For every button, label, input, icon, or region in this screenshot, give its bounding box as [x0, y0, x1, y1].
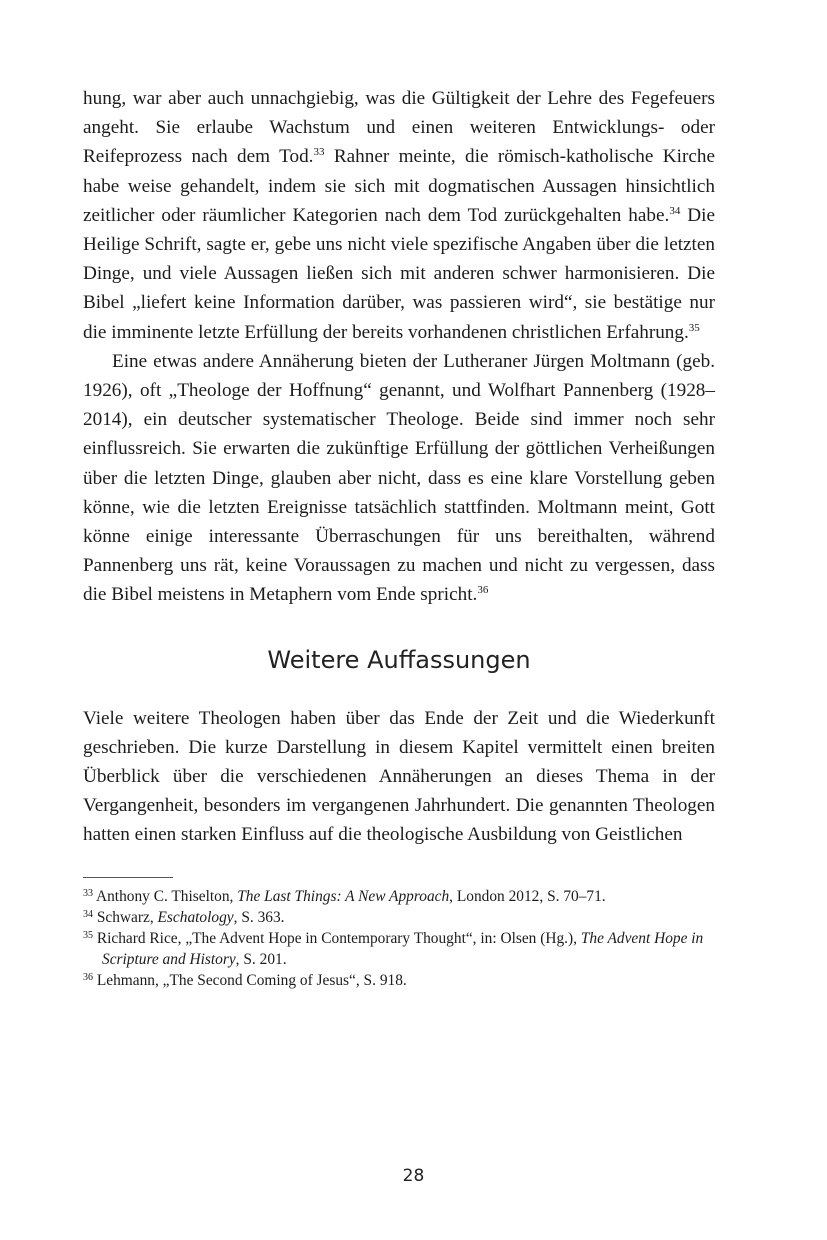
- text-run: Anthony C. Thiselton,: [93, 887, 238, 905]
- footnote-ref: 36: [477, 584, 489, 597]
- text-run: Schwarz,: [93, 908, 158, 926]
- footnote-ref: 34: [83, 908, 93, 920]
- italic-title: Eschatology: [157, 908, 234, 926]
- footnotes: [83, 886, 715, 992]
- text-run: , London 2012, S. 70–71.: [449, 887, 606, 905]
- text-run: Die Heilige Schrift, sagte er, gebe uns nicht viele spezifische Angaben über die letzten Dinge, und viele Aussagen ließen sich mit anderen schwer harmonisieren. Die Bibel „liefert keine Information darüber, was passieren wird“, sie bestätige nur die imminente letzte Erfüllung der bereits vorhandenen christlichen Erfahrung.: [83, 204, 715, 343]
- italic-title: The Last Things: A New Approach: [237, 887, 450, 905]
- footnote-ref: 35: [83, 930, 93, 942]
- footnote-separator: [83, 877, 173, 878]
- italic-title: The Advent Hope in Scripture and History: [102, 930, 704, 969]
- footnote-ref: 33: [313, 146, 325, 159]
- footnote-ref: 36: [83, 972, 93, 984]
- body-paragraph-2: [83, 347, 715, 610]
- page-body: [83, 84, 715, 992]
- footnote-ref: 34: [669, 204, 681, 217]
- footnote-ref: 35: [688, 321, 700, 334]
- footnote-36: [83, 970, 715, 991]
- text-run: Eine etwas andere Annäherung bieten der Lutheraner Jürgen Moltmann (geb. 1926), oft „Theologe der Hoffnung“ genannt, und Wolfhart Pannenberg (1928–2014), ein deutscher systematischer Theologe. Beide sind immer noch sehr einflussreich. Sie erwarten die zukünftige Erfüllung der göttlichen Verheißungen über die letzten Dinge, glauben aber nicht, dass es eine klare Vorstellung geben könne, wie die letzten Ereignisse tatsächlich stattfinden. Moltmann meint, Gott könne einige interessante Überraschungen für uns bereithalten, während Pannenberg uns rät, keine Voraussagen zu machen und nicht zu vergessen, dass die Bibel meistens in Metaphern vom Ende spricht.: [83, 350, 715, 606]
- footnote-34: [83, 907, 715, 928]
- section-paragraph: Viele weitere Theologen haben über das Ende der Zeit und die Wiederkunft geschrieben. Die kurze Darstellung in diesem Kapitel vermittelt einen breiten Überblick über die verschiedenen Annäherungen an dieses Thema in der Vergangenheit, besonders im vergangenen Jahrhundert. Die genannten Theologen hatten einen starken Einfluss auf die theologische Ausbildung von Geistlichen: [83, 707, 715, 846]
- text-run: , S. 201.: [235, 951, 287, 969]
- footnote-ref: 33: [83, 887, 93, 899]
- footnote-35: [83, 928, 715, 970]
- page-number: 28: [402, 1166, 425, 1186]
- footnote-33: [83, 886, 715, 907]
- text-run: Rahner meinte, die römisch-katholische Kirche habe weise gehandelt, indem sie sich mit dogmatischen Aussagen hinsichtlich zeitlicher oder räumlicher Kategorien nach dem Tod zurückgehalten habe.: [83, 146, 715, 226]
- body-paragraph-1: [83, 84, 715, 347]
- text-run: Lehmann, „The Second Coming of Jesus“, S. 918.: [93, 972, 407, 990]
- section-heading: Weitere Auffassungen: [267, 645, 531, 674]
- text-run: hung, war aber auch unnachgiebig, was die Gültigkeit der Lehre des Fegefeuers angeht. Sie erlaube Wachstum und einen weiteren Entwicklungs- oder Reifeprozess nach dem Tod.: [83, 88, 715, 168]
- text-run: Richard Rice, „The Advent Hope in Contemporary Thought“, in: Olsen (Hg.),: [93, 930, 581, 948]
- text-run: , S. 363.: [233, 908, 285, 926]
